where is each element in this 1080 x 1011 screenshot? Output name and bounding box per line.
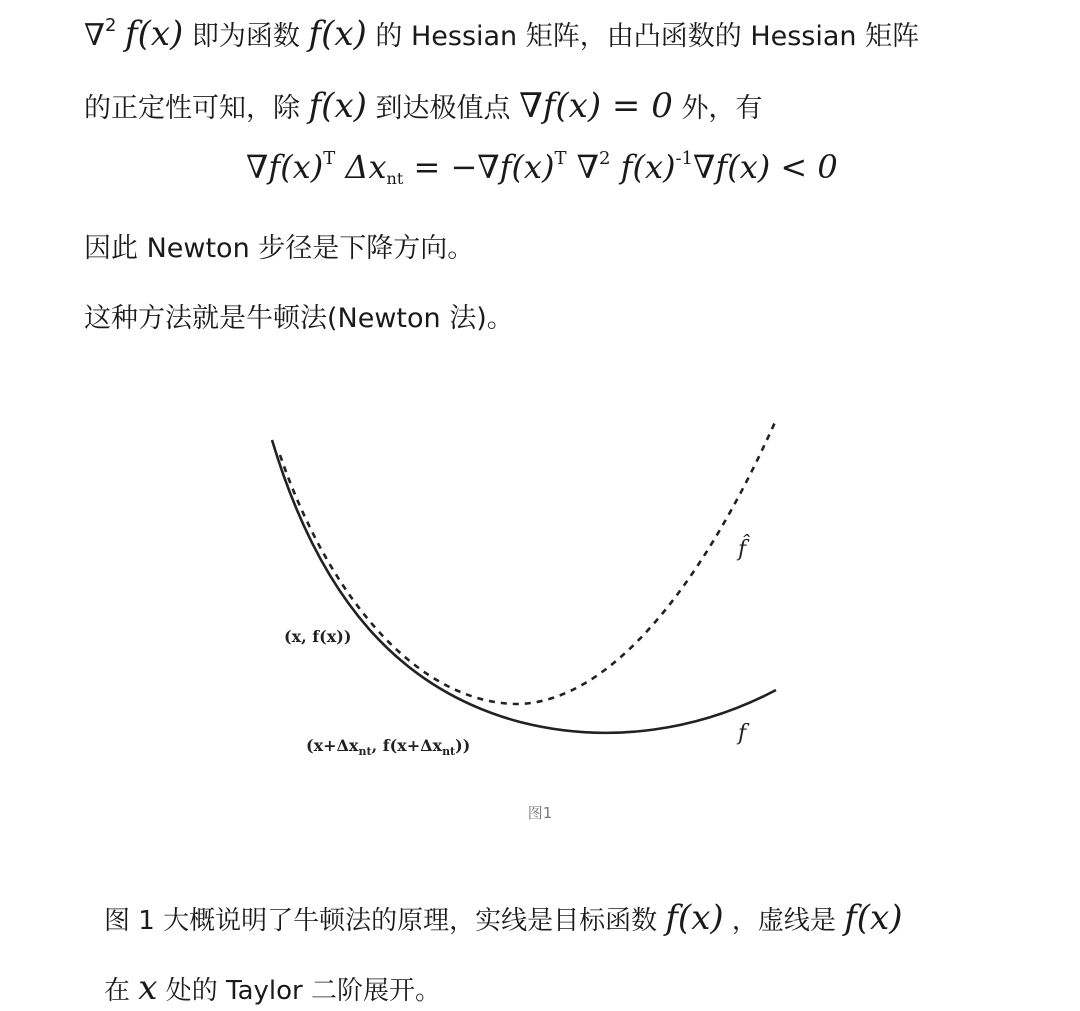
text-line-4: 因此 Newton 步径是下降方向。: [84, 233, 475, 264]
formula-part: f(x): [610, 148, 676, 186]
math-gradient-zero: ∇f(x) = 0: [519, 86, 673, 126]
math-x: x: [138, 968, 158, 1008]
text-line-5: 这种方法就是牛顿法(Newton 法)。: [84, 303, 514, 334]
formula-sup: 2: [598, 148, 611, 169]
formula-part: ∇: [566, 148, 599, 186]
figure-caption: 图1: [527, 804, 553, 822]
formula-part: ∇f(x): [246, 148, 324, 186]
math-fx: f(x): [308, 86, 367, 126]
formula-part: Δx: [335, 148, 387, 186]
nabla-symbol: ∇: [84, 18, 105, 53]
point-label-x: (x, f(x)): [284, 627, 352, 646]
taylor-approx-curve: [280, 420, 776, 704]
label-f-hat: f̂: [738, 537, 747, 562]
formula-sup: T: [323, 148, 336, 169]
text-segment: 的正定性可知，除: [84, 93, 300, 124]
text-segment: 处的 Taylor 二阶展开。: [165, 976, 441, 1006]
text-segment: 外，有: [681, 93, 763, 124]
math-fx: f(x): [125, 14, 184, 54]
formula-sup: T: [554, 148, 567, 169]
formula-sup: -1: [675, 148, 694, 169]
math-fx: f(x): [308, 14, 367, 54]
text-segment: 到达极值点: [375, 93, 511, 124]
point-label-x-plus-step: ($x+\Delta x_{nt}$, $f(x+\Delta x_{nt})$): [306, 736, 471, 758]
formula-part: ∇f(x) < 0: [693, 148, 838, 186]
text-segment: 在: [104, 976, 131, 1006]
text-segment: ，虚线是: [731, 906, 836, 936]
formula-part: = −∇f(x): [403, 148, 555, 186]
math-fx: f(x): [665, 898, 724, 938]
formula-sub: nt: [386, 169, 404, 188]
superscript: 2: [104, 15, 117, 36]
text-segment: 图 1 大概说明了牛顿法的原理，实线是目标函数: [104, 906, 658, 936]
objective-curve-f: [272, 440, 776, 733]
explanation-line-2: [104, 968, 441, 1008]
text-segment: 的 Hessian 矩阵，由凸函数的 Hessian 矩阵: [375, 21, 920, 52]
label-f: f: [738, 721, 747, 746]
text-segment: 即为函数: [191, 21, 300, 52]
math-fx: f(x): [844, 898, 903, 938]
explanation-line-1: [104, 898, 902, 938]
